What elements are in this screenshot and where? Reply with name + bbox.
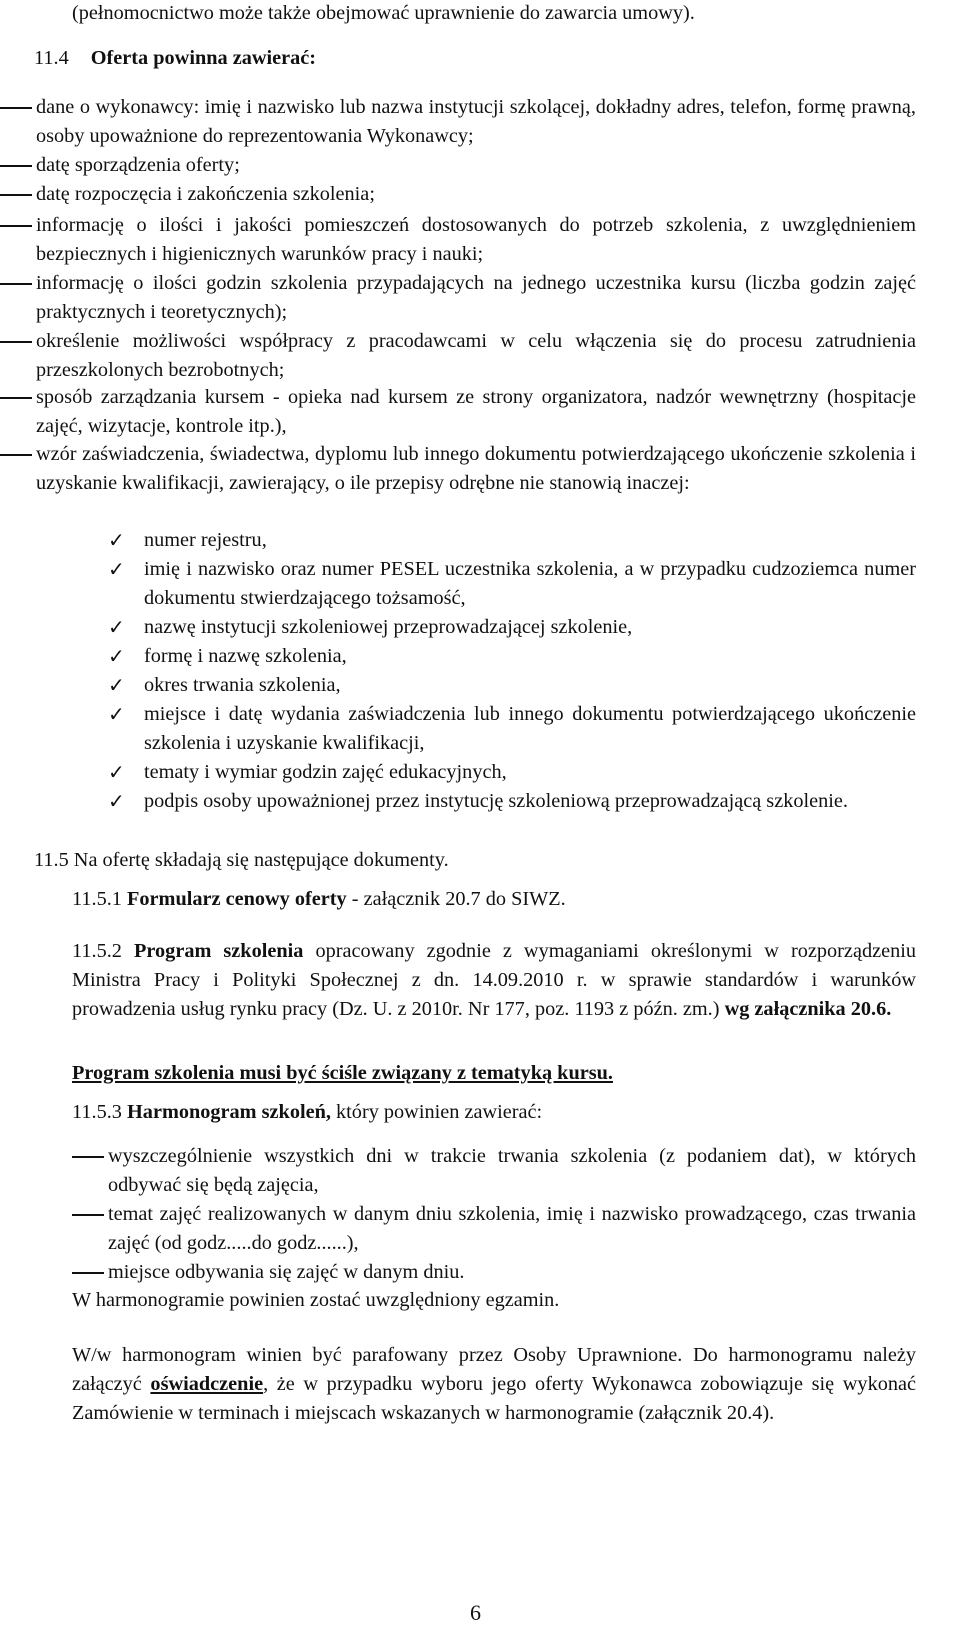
paragraph-number: 11.5.3 [72,1101,122,1123]
paragraph-number: 11.5.1 [72,888,122,910]
exam-line: W harmonogramie powinien zostać uwzględniony egzamin. [72,1289,560,1311]
harmonogram-item-text: miejsce odbywania się zajęć w danym dniu. [108,1261,465,1283]
checklist-text: numer rejestru, [144,529,267,551]
section-title: Oferta powinna zawierać: [90,47,317,69]
list-item-text: informację o ilości i jakości pomieszczeń dostosowanych do potrzeb szkolenia, z uwzględnieniem bezpiecznych i higienicznych warunków pracy i nauki; [36,214,916,265]
paragraph-11-5-3 [72,1098,922,1127]
program-note-text: Program szkolenia musi być ściśle związany z tematyką kursu. [72,1062,613,1084]
list-item-text: datę sporządzenia oferty; [36,154,240,176]
final-text: W/w harmonogram winien być parafowany przez Osoby Uprawnione. Do harmonogramu należy załączyć [72,1344,916,1395]
final-paragraph [72,1341,916,1428]
paragraph-11-5-1 [72,885,922,914]
paragraph-bold: Formularz cenowy oferty [127,888,347,910]
list-item-text: określenie możliwości współpracy z pracodawcami w celu włączenia się do procesu zatrudnienia przeszkolonych bezrobotnych; [36,330,916,381]
checkmark-icon: ✓ [108,673,125,697]
paragraph-bold: wg załącznika 20.6. [724,998,892,1020]
section-11-5-heading: 11.5 Na ofertę składają się następujące dokumenty. [34,849,449,871]
checkmark-icon: ✓ [108,760,125,784]
page-number: 6 [470,1600,481,1625]
checklist-text: podpis osoby upoważnionej przez instytucję szkoleniową przeprowadzającą szkolenie. [144,790,848,812]
checkmark-icon: ✓ [108,644,125,668]
paragraph-bold: Program szkolenia [134,940,304,962]
checkmark-icon: ✓ [108,528,125,552]
checklist-text: nazwę instytucji szkoleniowej przeprowadzającej szkolenie, [144,616,633,638]
checkmark-icon: ✓ [108,557,125,581]
checkmark-icon: ✓ [108,789,125,813]
checklist-text: imię i nazwisko oraz numer PESEL uczestnika szkolenia, a w przypadku cudzoziemca numer dokumentu stwierdzającego tożsamość, [144,558,916,609]
list-item-text: datę rozpoczęcia i zakończenia szkolenia; [36,183,375,205]
checklist-text: miejsce i datę wydania zaświadczenia lub innego dokumentu potwierdzającego ukończenie szkolenia i uzyskanie kwalifikacji, [144,703,916,754]
list-item-text: dane o wykonawcy: imię i nazwisko lub nazwa instytucji szkolącej, dokładny adres, telefon, formę prawną, osoby upoważnione do reprezentowania Wykonawcy; [36,96,916,147]
list-item-text: wzór zaświadczenia, świadectwa, dyplomu lub innego dokumentu potwierdzającego ukończenie szkolenia i uzyskanie kwalifikacji, zawierający, o ile przepisy odrębne nie stanowią inaczej: [36,443,916,494]
paragraph-text: opracowany zgodnie z wymaganiami określonymi w rozporządzeniu Ministra Pracy i Polityki Społecznej z dn. 14.09.2010 r. w sprawie standardów i warunków prowadzenia usług rynku pracy (Dz. U. z 2010r. Nr 177, poz. 1193 z późn. zm.) [72,940,916,1020]
section-11-4-heading [34,44,734,73]
final-underlined: oświadczenie [150,1373,264,1395]
top-line: (pełnomocnictwo może także obejmować uprawnienie do zawarcia umowy). [72,2,695,24]
harmonogram-item-text: wyszczególnienie wszystkich dni w trakcie trwania szkolenia (z podaniem dat), w których odbywać się będą zajęcia, [108,1145,916,1196]
paragraph-11-5-2 [72,937,916,1024]
program-note [72,1059,922,1088]
final-text: , że w przypadku wyboru jego oferty Wykonawca zobowiązuje się wykonać Zamówienie w terminach i miejscach wskazanych w harmonogramie (załącznik 20.4). [72,1373,916,1424]
paragraph-text: - załącznik 20.7 do SIWZ. [346,888,566,910]
checkmark-icon: ✓ [108,615,125,639]
checklist-text: formę i nazwę szkolenia, [144,645,347,667]
checkmark-icon: ✓ [108,702,125,726]
list-item-text: sposób zarządzania kursem - opieka nad kursem ze strony organizatora, nadzór wewnętrzny (hospitacje zajęć, wizytacje, kontrole itp.), [36,386,916,437]
checklist-text: tematy i wymiar godzin zajęć edukacyjnych, [144,761,507,783]
harmonogram-item-text: temat zajęć realizowanych w danym dniu szkolenia, imię i nazwisko prowadzącego, czas trwania zajęć (od godz.....do godz......), [108,1203,916,1254]
paragraph-bold: Harmonogram szkoleń, [127,1101,331,1123]
paragraph-number: 11.5.2 [72,940,122,962]
section-number: 11.4 [34,47,69,69]
list-item-text: informację o ilości godzin szkolenia przypadających na jednego uczestnika kursu (liczba godzin zajęć praktycznych i teoretycznych); [36,272,916,323]
checklist-text: okres trwania szkolenia, [144,674,341,696]
paragraph-text: który powinien zawierać: [330,1101,543,1123]
